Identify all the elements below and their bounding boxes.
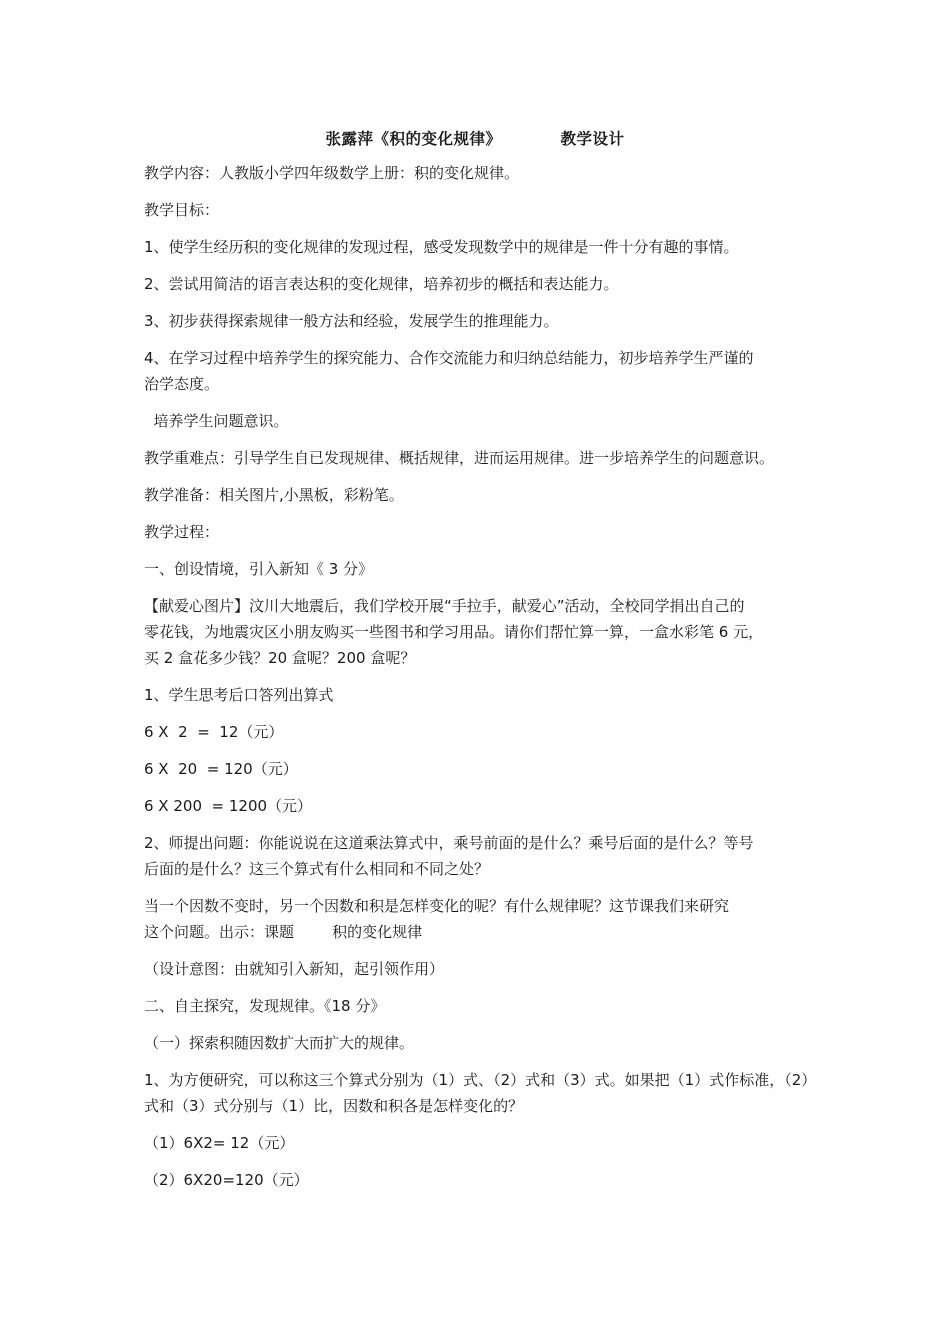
paragraph-key-points: 教学重难点：引导学生自已发现规律、概括规律，进而运用规律。进一步培养学生的问题意识。 — [144, 449, 775, 467]
paragraph-objective-4: 4、在学习过程中培养学生的探究能力、合作交流能力和归纳总结能力，初步培养学生严谨的 治学态度。 — [144, 349, 754, 393]
paragraph-step-2: 2、师提出问题：你能说说在这道乘法算式中，乘号前面的是什么？乘号后面的是什么？等号 后面的是什么？这三个算式有什么相同和不同之处？ — [144, 834, 754, 878]
paragraph-step-1: 1、学生思考后口答列出算式 — [144, 686, 334, 704]
document-body — [144, 160, 824, 1204]
paragraph-design-intent: （设计意图：由就知引入新知，起引领作用） — [144, 960, 445, 978]
paragraph-objective-3: 3、初步获得探索规律一般方法和经验，发展学生的推理能力。 — [144, 312, 559, 330]
paragraph-content: 教学内容：人教版小学四年级数学上册：积的变化规律。 — [144, 164, 520, 182]
paragraph-objectives-heading: 教学目标： — [144, 201, 220, 219]
paragraph-problem-awareness: 培养学生问题意识。 — [144, 412, 289, 430]
paragraph-formula-1: （1）6X2= 12（元） — [144, 1134, 295, 1152]
paragraph-study-step-1: 1、为方便研究，可以称这三个算式分别为（1）式、（2）式和（3）式。如果把（1）式作标准，（2） 式和（3）式分别与（1）比，因数和积各是怎样变化的？ — [144, 1071, 817, 1115]
paragraph-equation-3: 6 X 200 = 1200（元） — [144, 797, 313, 815]
paragraph-formula-2: （2）6X20=120（元） — [144, 1171, 309, 1189]
paragraph-equation-1: 6 X 2 = 12（元） — [144, 723, 284, 741]
paragraph-subsection-1: （一）探索积随因数扩大而扩大的规律。 — [144, 1034, 415, 1052]
paragraph-process-heading: 教学过程： — [144, 523, 220, 541]
paragraph-objective-1: 1、使学生经历积的变化规律的发现过程，感受发现数学中的规律是一件十分有趣的事情。 — [144, 238, 739, 256]
paragraph-section-1: 一、创设情境，引入新知《 3 分》 — [144, 560, 374, 578]
document-title: 张露萍《积的变化规律》 教学设计 — [325, 130, 625, 148]
paragraph-preparation: 教学准备：相关图片,小黑板，彩粉笔。 — [144, 486, 404, 504]
paragraph-scenario: 【献爱心图片】汶川大地震后，我们学校开展“手拉手，献爱心”活动，全校同学捐出自己的 零花钱，为地震灾区小朋友购买一些图书和学习用品。请你们帮忙算一算，一盒水彩笔 6 元， 买 2 盒花多少钱？20 盒呢？200 盒呢？ — [144, 597, 764, 667]
paragraph-question: 当一个因数不变时，另一个因数和积是怎样变化的呢？有什么规律呢？这节课我们来研究 这个问题。出示：课题 积的变化规律 — [144, 897, 730, 941]
paragraph-section-2: 二、自主探究，发现规律。《18 分》 — [144, 997, 386, 1015]
paragraph-objective-2: 2、尝试用简洁的语言表达积的变化规律，培养初步的概括和表达能力。 — [144, 275, 619, 293]
paragraph-equation-2: 6 X 20 = 120（元） — [144, 760, 298, 778]
